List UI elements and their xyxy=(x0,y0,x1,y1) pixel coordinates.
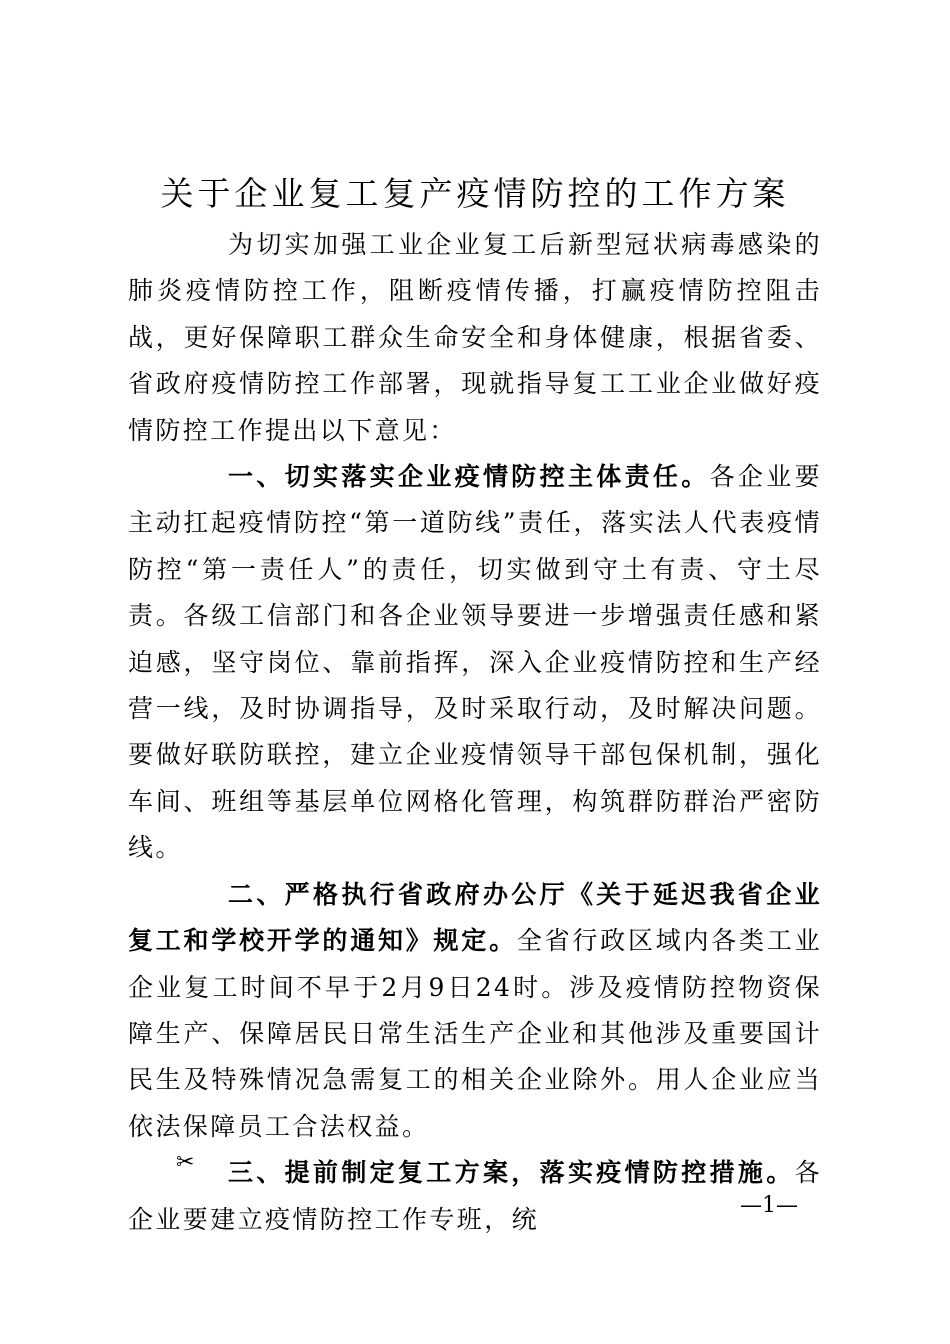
scissors-icon: ✂ xyxy=(176,1150,195,1175)
section-2-heading: 二、严格执行省政府办公厅《关于延迟我省企业复工和学校开学的通知》规定。 xyxy=(128,879,822,956)
page-number: —1— xyxy=(740,1193,798,1218)
section-1-paragraph xyxy=(128,454,822,872)
section-2-paragraph xyxy=(128,872,822,1150)
section-1-body: 各企业要主动扛起疫情防控“第一道防线”责任，落实法人代表疫情防控“第一责任人”的责任，切实做到守土有责、守土尽责。各级工信部门和各企业领导要进一步增强责任感和紧迫感，坚守岗位、靠前指挥，深入企业疫情防控和生产经营一线，及时协调指导，及时采取行动，及时解决问题。要做好联防联控，建立企业疫情领导干部包保机制，强化车间、班组等基层单位网格化管理，构筑群防群治严密防线。 xyxy=(128,462,822,863)
document-title: 关于企业复工复产疫情防控的工作方案 xyxy=(160,174,790,213)
document-body xyxy=(128,222,822,1243)
section-3-paragraph xyxy=(128,1150,822,1243)
section-2-body: 全省行政区域内各类工业企业复工时间不早于2月9日24时。涉及疫情防控物资保障生产、保障居民日常生活生产企业和其他涉及重要国计民生及特殊情况急需复工的相关企业除外。用人企业应当依法保障员工合法权益。 xyxy=(128,926,822,1141)
section-3-body: 各企业要建立疫情防控工作专班，统 xyxy=(128,1158,822,1234)
section-3-heading: 三、提前制定复工方案，落实疫情防控措施。 xyxy=(228,1158,795,1188)
intro-paragraph: 为切实加强工业企业复工后新型冠状病毒感染的肺炎疫情防控工作，阻断疫情传播，打赢疫情防控阻击战，更好保障职工群众生命安全和身体健康，根据省委、省政府疫情防控工作部署，现就指导复工工业企业做好疫情防控工作提出以下意见： xyxy=(128,230,822,445)
section-1-heading: 一、切实落实企业疫情防控主体责任。 xyxy=(228,462,710,492)
